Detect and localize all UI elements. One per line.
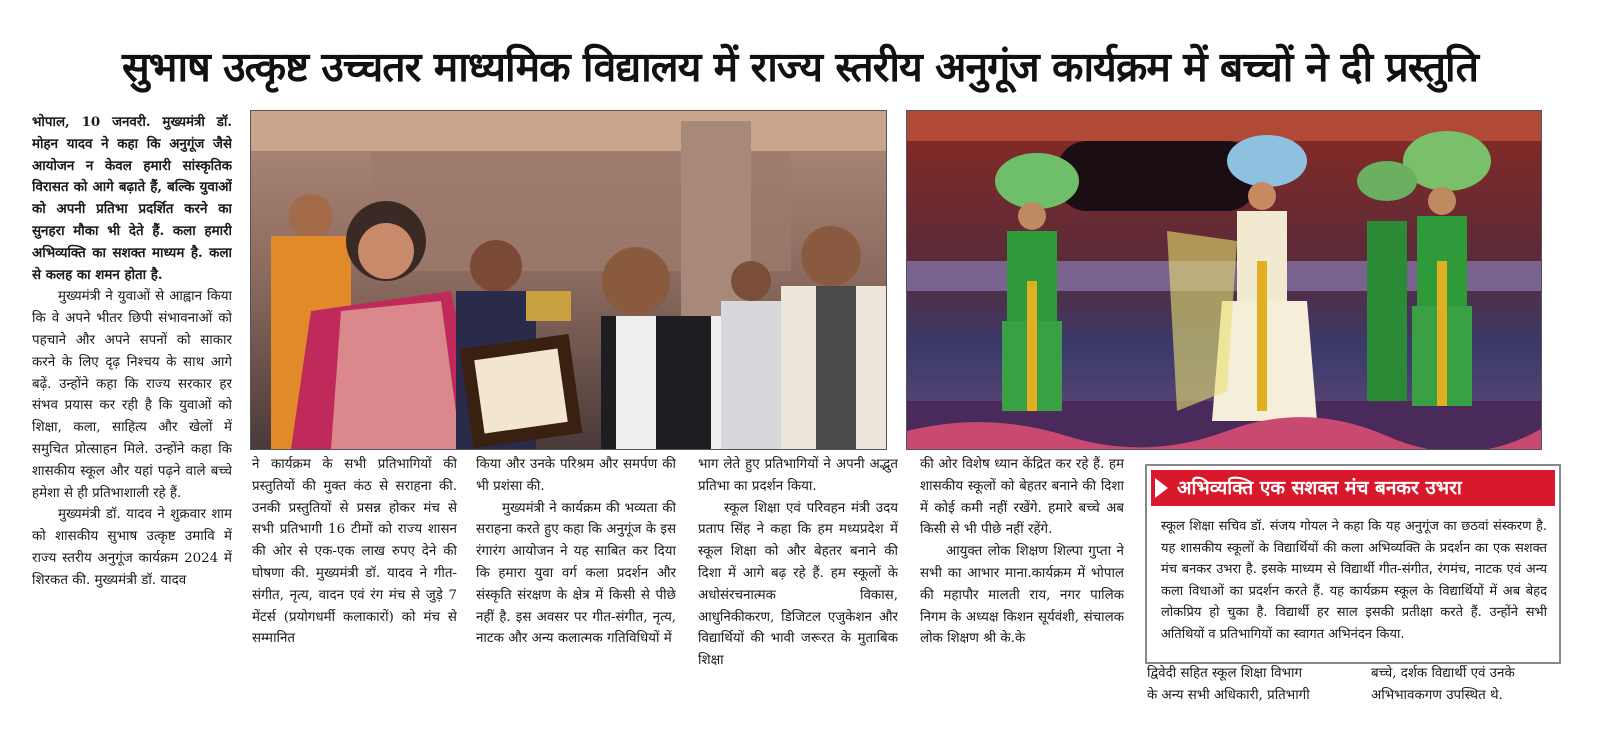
sidebar-box-heading-text: अभिव्यक्ति एक सशक्त मंच बनकर उभरा (1177, 477, 1462, 499)
paragraph: मुख्यमंत्री ने युवाओं से आह्वान किया कि वे अपने भीतर छिपी संभावनाओं को पहचाने और अपने सपनों को साकार करने के लिए दृढ़ निश्चय के साथ आगे बढ़ें. उन्होंने कहा कि राज्य सरकार हर संभव प्रयास कर रही है कि युवाओं को शिक्षा, कला, साहित्य और खेलों में समुचित प्रोत्साहन मिले. उन्होंने कहा कि शासकीय स्कूल और यहां पढ़ने वाले बच्चे हमेशा से ही प्रतिभाशाली रहे हैं. (32, 289, 232, 501)
paragraph: आयुक्त लोक शिक्षण शिल्पा गुप्ता ने सभी का आभार माना.कार्यक्रम में भोपाल की महापौर मालती राय, नगर पालिक निगम के अध्यक्ष किशन सूर्यवंशी, संचालक लोक शिक्षण श्री के.के (920, 544, 1124, 647)
paragraph: ने कार्यक्रम के सभी प्रतिभागियों की प्रस्तुतियों की मुक्त कंठ से सराहना की. उनकी प्रस्तुतियों से प्रसन्न होकर मंच से सभी प्रतिभागी 16 टीमों को राज्य शासन की ओर से एक-एक लाख रुपए देने की घोषणा की. मुख्यमंत्री डॉ. यादव ने गीत-संगीत, नृत्य, वादन एवं रंग मंच से जुड़े 7 मेंटर्स (प्रयोगधर्मी कलाकारों) को मंच से सम्मानित (252, 457, 457, 647)
tail-text-left (1147, 663, 1310, 707)
paragraph: की ओर विशेष ध्यान केंद्रित कर रहे हैं. हम शासकीय स्कूलों को बेहतर बनाने की दिशा में कोई कमी नहीं रखेंगे. हमारे बच्चे अब किसी से भी पीछे नहीं रहेंगे. (920, 457, 1124, 538)
paragraph: मुख्यमंत्री डॉ. यादव ने शुक्रवार शाम को शासकीय सुभाष उत्कृष्ट उमावि में राज्य स्तरीय अनुगूंज कार्यक्रम 2024 में शिरकत की. मुख्यमंत्री डॉ. यादव (32, 507, 232, 588)
article-column-5 (920, 454, 1124, 704)
article-column-1 (32, 112, 232, 712)
triangle-marker-icon (1155, 478, 1168, 498)
article-column-3 (476, 454, 676, 704)
article-column-4 (698, 454, 898, 704)
tail-line: द्विवेदी सहित स्कूल शिक्षा विभाग (1147, 666, 1303, 681)
tail-line: के अन्य सभी अधिकारी, प्रतिभागी (1147, 687, 1310, 703)
sidebar-box (1145, 464, 1561, 664)
photo-award-ceremony (250, 110, 887, 450)
paragraph: स्कूल शिक्षा एवं परिवहन मंत्री उदय प्रताप सिंह ने कहा कि हम मध्यप्रदेश में स्कूल शिक्षा को और बेहतर बनाने की दिशा में आगे बढ़ रहे हैं. हम स्कूलों के अधोसंरचनात्मक विकास, आधुनिकीकरण, डिजिटल एजुकेशन और विद्यार्थियों की भावी जरूरत के मुताबिक शिक्षा (698, 500, 898, 669)
sidebar-box-heading (1151, 470, 1555, 506)
headline: सुभाष उत्कृष्ट उच्चतर माध्यमिक विद्यालय में राज्य स्तरीय अनुगूंज कार्यक्रम में बच्चों ने दी प्रस्तुति (121, 43, 1479, 91)
paragraph: किया और उनके परिश्रम और समर्पण की भी प्रशंसा की. (476, 457, 676, 494)
award-ceremony-image (251, 111, 886, 449)
tail-text-right (1371, 663, 1515, 707)
paragraph: भाग लेते हुए प्रतिभागियों ने अपनी अद्भुत प्रतिभा का प्रदर्शन किया. (698, 457, 898, 494)
article-column-2 (252, 454, 457, 704)
dance-performance-image (907, 111, 1541, 449)
sidebar-box-body: स्कूल शिक्षा सचिव डॉ. संजय गोयल ने कहा कि यह अनुगूंज का छठवां संस्करण है. यह शासकीय स्कूलों के विद्यार्थियों की कला अभिव्यक्ति के प्रदर्शन का एक सशक्त मंच बनकर उभरा है. इसके माध्यम से विद्यार्थी गीत-संगीत, रंगमंच, नाटक एवं अन्य कला विधाओं का प्रदर्शन करते हैं. यह कार्यक्रम स्कूल के विद्यार्थियों में अब बेहद लोकप्रिय हो चुका है. विद्यार्थी हर साल इसकी प्रतीक्षा करते हैं. उन्होंने सभी अतिथियों व प्रतिभागियों का स्वागत अभिनंदन किया. (1161, 519, 1547, 642)
photo-dance-performance (906, 110, 1542, 450)
lead-paragraph: भोपाल, 10 जनवरी. मुख्यमंत्री डॉ. मोहन यादव ने कहा कि अनुगूंज जैसे आयोजन न केवल हमारी सांस्कृतिक विरासत को आगे बढ़ाते हैं, बल्कि युवाओं को अपनी प्रतिभा प्रदर्शित करने का सुनहरा मौका भी देते हैं. कला हमारी अभिव्यक्ति का सशक्त माध्यम है. कला से कलह का शमन होता है. (32, 114, 232, 283)
tail-line: अभिभावकगण उपस्थित थे. (1371, 687, 1503, 703)
paragraph: मुख्यमंत्री ने कार्यक्रम की भव्यता की सराहना करते हुए कहा कि अनुगूंज के इस रंगारंग आयोजन ने यह साबित कर दिया कि हमारा युवा वर्ग कला प्रदर्शन और संस्कृति संरक्षण के क्षेत्र में किसी से पीछे नहीं है. इस अवसर पर गीत-संगीत, नृत्य, नाटक और अन्य कलात्मक गतिविधियों में (476, 500, 676, 647)
tail-line: बच्चे, दर्शक विद्यार्थी एवं उनके (1371, 666, 1515, 681)
